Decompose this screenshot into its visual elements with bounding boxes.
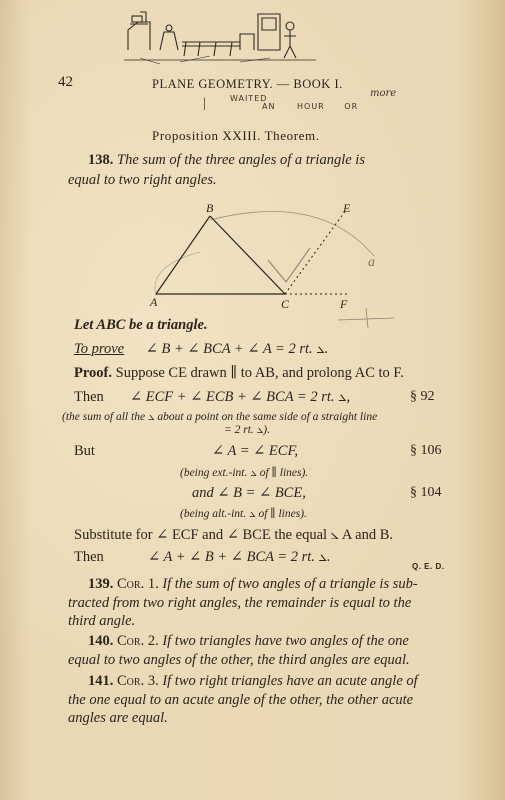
reference-92: § 92: [410, 389, 435, 404]
corollary-141-line2: the one equal to an acute angle of the other, the other acute: [68, 692, 414, 708]
pencil-sketch-illustration: [120, 2, 320, 74]
corollary-140-line2: equal to two angles of the other, the third angles are equal.: [68, 652, 410, 668]
margin-pencil-stroke: [336, 302, 396, 332]
corollary-label: Cor. 2.: [117, 633, 159, 649]
page-number: 42: [58, 74, 73, 90]
then-expression-2: ∠ A + ∠ B + ∠ BCA = 2 rt. ⦣.: [148, 549, 331, 565]
corollary-label: Cor. 1.: [117, 576, 159, 592]
corollary-140-line1: [88, 633, 409, 650]
section-number: 140.: [88, 633, 114, 649]
parenthetical-1b: = 2 rt. ⦣).: [224, 424, 270, 436]
section-number: 138.: [88, 152, 114, 168]
parenthetical-2: (being ext.-int. ⦣ of ∥ lines).: [180, 467, 309, 479]
margin-pencil-mark: a: [368, 255, 375, 270]
parenthetical-1a: (the sum of all the ⦣ about a point on the same side of a straight line: [62, 411, 378, 423]
handwritten-bracket: |: [203, 96, 206, 111]
label-f: F: [340, 297, 348, 311]
corollary-139-line3: third angle.: [68, 613, 136, 629]
corollary-139-line1: [88, 576, 418, 593]
label-b: B: [206, 201, 214, 215]
corollary-text: If the sum of two angles of a triangle is sub-: [162, 576, 418, 592]
handwritten-note-line2: [262, 102, 358, 111]
qed-mark: Q. E. D.: [412, 562, 445, 571]
corollary-label: Cor. 3.: [117, 673, 159, 689]
handwritten-note-line1: WAITED: [230, 94, 268, 103]
theorem-138-line1: [88, 152, 365, 169]
corollary-text: If two triangles have two angles of the one: [162, 633, 409, 649]
label-c: C: [281, 297, 290, 311]
handwritten-word-hour: HOUR: [297, 102, 325, 111]
then-expression-1: ∠ ECF + ∠ ECB + ∠ BCA = 2 rt. ⦣,: [130, 389, 351, 405]
handwritten-word-an: AN: [262, 102, 276, 111]
let-statement: Let ABC be a triangle.: [74, 317, 208, 333]
to-prove-expression: ∠ B + ∠ BCA + ∠ A = 2 rt. ⦣.: [145, 341, 329, 357]
handwritten-word-or: OR: [344, 102, 359, 111]
reference-104: § 104: [410, 485, 442, 500]
label-e: E: [343, 201, 351, 215]
then-label-2: Then: [74, 549, 104, 565]
corollary-text: If two right triangles have an acute angle of: [162, 673, 418, 689]
label-a: A: [150, 295, 158, 309]
and-expression: and ∠ B = ∠ BCE,: [192, 485, 306, 501]
to-prove-line: [74, 341, 328, 358]
corollary-139-line2: tracted from two right angles, the remainder is equal to the: [68, 595, 412, 611]
section-number: 141.: [88, 673, 114, 689]
proof-label: Proof.: [74, 365, 112, 381]
corollary-141-line1: [88, 673, 418, 690]
proof-line: [74, 365, 404, 382]
but-label: But: [74, 443, 95, 459]
then-label-1: Then: [74, 389, 104, 405]
running-head: PLANE GEOMETRY. — BOOK I.: [152, 77, 343, 91]
theorem-138-line2: equal to two right angles.: [68, 172, 217, 188]
but-expression: ∠ A = ∠ ECF,: [212, 443, 299, 459]
parenthetical-3: (being alt.-int. ⦣ of ∥ lines).: [180, 508, 307, 520]
corollary-141-line3: angles are equal.: [68, 710, 168, 726]
proposition-title: Proposition XXIII. Theorem.: [152, 128, 320, 143]
handwritten-scribble: more: [370, 88, 397, 99]
reference-106: § 106: [410, 443, 442, 458]
to-prove-label: To prove: [74, 341, 125, 357]
proof-text: Suppose CE drawn ∥ to AB, and prolong AC to F.: [115, 365, 404, 381]
theorem-text: The sum of the three angles of a triangle is: [117, 152, 365, 168]
substitute-line: Substitute for ∠ ECF and ∠ BCE the equal ⦣ A and B.: [74, 527, 393, 543]
section-number: 139.: [88, 576, 114, 592]
